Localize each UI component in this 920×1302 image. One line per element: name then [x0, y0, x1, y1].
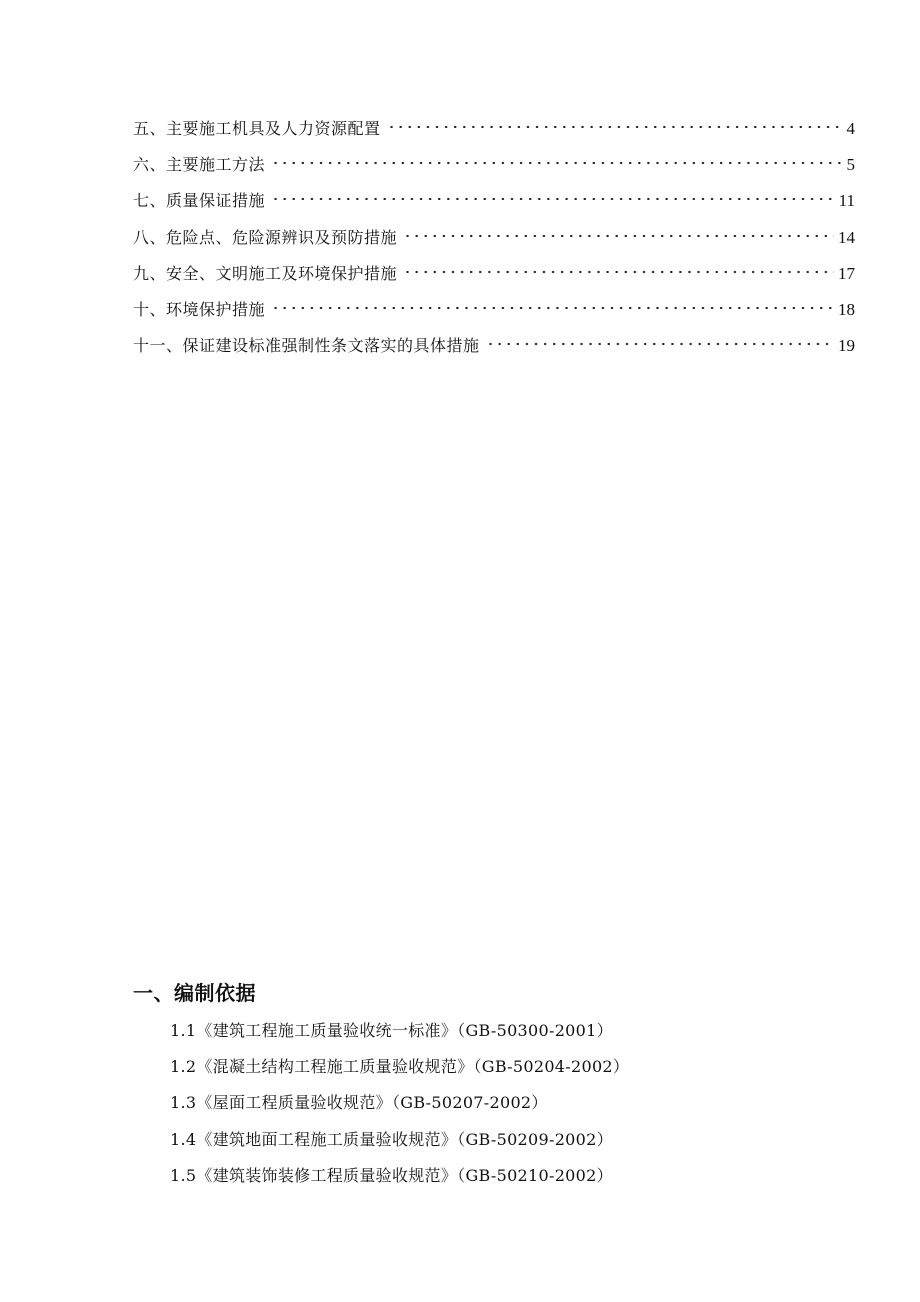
toc-entry[interactable] [133, 223, 855, 259]
basis-item: 1.3《屋面工程质量验收规范》（GB-50207-2002） [170, 1093, 548, 1113]
toc-dot-leader [271, 306, 834, 310]
toc-entry-title: 六、主要施工方法 [133, 155, 266, 175]
toc-entry[interactable] [133, 114, 855, 150]
toc-dot-leader [403, 234, 834, 238]
toc-entry[interactable] [133, 186, 855, 222]
toc-entry-page: 4 [846, 119, 855, 138]
toc-entry-page: 18 [838, 299, 855, 319]
basis-item: 1.5《建筑装饰装修工程质量验收规范》（GB-50210-2002） [170, 1165, 613, 1185]
toc-entry-page: 19 [838, 336, 855, 356]
toc-entry-title: 五、主要施工机具及人力资源配置 [133, 119, 381, 138]
toc-entry-page: 14 [838, 227, 855, 247]
toc-entry-page: 5 [846, 155, 855, 175]
toc-entry[interactable] [133, 150, 855, 186]
toc-dot-leader [486, 342, 834, 346]
toc-entry-title: 七、质量保证措施 [133, 191, 266, 211]
toc-entry-page: 11 [838, 191, 855, 211]
toc-dot-leader [387, 125, 843, 129]
basis-list [170, 1016, 870, 1197]
basis-item: 1.4《建筑地面工程施工质量验收规范》（GB-50209-2002） [170, 1129, 613, 1149]
toc-entry-page: 17 [838, 263, 855, 283]
toc-dot-leader [271, 197, 835, 201]
basis-item: 1.2《混凝土结构工程施工质量验收规范》（GB-50204-2002） [170, 1057, 630, 1077]
toc-entry-title: 十一、保证建设标准强制性条文落实的具体措施 [133, 336, 480, 356]
toc-entry-title: 九、安全、文明施工及环境保护措施 [133, 263, 398, 283]
toc-dot-leader [271, 161, 842, 165]
toc-entry-title: 十、环境保护措施 [133, 299, 266, 319]
toc-entry[interactable] [133, 331, 855, 367]
table-of-contents [133, 114, 855, 367]
basis-item: 1.1《建筑工程施工质量验收统一标准》（GB-50300-2001） [170, 1021, 613, 1040]
section-heading: 一、编制依据 [133, 981, 256, 1005]
toc-entry[interactable] [133, 295, 855, 331]
toc-entry[interactable] [133, 259, 855, 295]
toc-dot-leader [403, 270, 834, 274]
toc-entry-title: 八、危险点、危险源辨识及预防措施 [133, 227, 398, 247]
